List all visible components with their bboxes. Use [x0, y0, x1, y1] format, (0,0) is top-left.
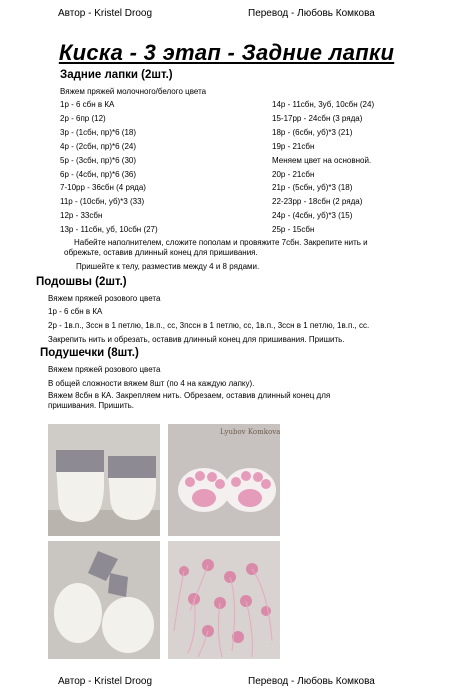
photo-pink-paw-pads — [168, 424, 280, 536]
section-intro: Вяжем пряжей розового цвета — [48, 294, 161, 303]
instruction-note: Набейте наполнителем, сложите пополам и провяжите 7сбн. Закрепите нить и обрежьте, оставив длинный конец для пришивания. — [64, 238, 368, 257]
section-heading-soles: Подошвы (2шт.) — [36, 276, 127, 288]
row-instruction: 20р - 21сбн — [272, 169, 315, 179]
row-instruction: 5р - (3сбн, пр)*6 (30) — [60, 155, 137, 165]
row-instruction: 1р - 6 сбн в КА — [60, 100, 115, 109]
row-instruction: Меняем цвет на основной. — [272, 155, 372, 165]
instruction-note: Закрепить нить и обрезать, оставив длинный конец для пришивания. Пришить. — [48, 335, 345, 344]
section-heading-pads: Подушечки (8шт.) — [40, 347, 139, 359]
row-instruction: 21р - (5сбн, уб)*3 (18) — [272, 183, 353, 193]
instruction-line: Вяжем 8сбн в КА. Закрепляем нить. Обрезаем, оставив длинный конец для пришивания. Пришить. — [48, 391, 331, 410]
row-instruction: 19р - 21сбн — [272, 141, 315, 151]
header-author: Автор - Kristel Droog — [58, 8, 153, 19]
row-instruction: 1р - 6 сбн в КА — [48, 307, 103, 316]
photo-watermark: Lyubov Komkova — [220, 428, 280, 436]
row-instruction: 24р - (4сбн, уб)*3 (15) — [272, 211, 353, 221]
row-instruction: 3р - (1сбн, пр)*6 (18) — [60, 127, 137, 137]
section-heading-hind-paws: Задние лапки (2шт.) — [60, 69, 173, 81]
row-instruction: 4р - (2сбн, пр)*6 (24) — [60, 141, 137, 151]
section-intro: Вяжем пряжей розового цвета — [48, 365, 161, 374]
row-instruction: 15-17рр - 24сбн (3 ряда) — [272, 113, 363, 123]
row-instruction: 7-10рр - 36сбн (4 ряда) — [60, 183, 146, 193]
row-instruction: 11р - (10сбн, уб)*3 (33) — [60, 197, 145, 207]
row-instruction: 18р - (6сбн, уб)*3 (21) — [272, 127, 353, 137]
row-instruction: 14р - 11сбн, 3уб, 10сбн (24) — [272, 100, 375, 109]
instruction-line: В общей сложности вяжем 8шт (по 4 на каждую лапку). — [48, 379, 255, 388]
footer-translation: Перевод - Любовь Комкова — [248, 676, 375, 687]
photo-white-paws-side — [48, 541, 160, 659]
instruction-note: Пришейте к телу, разместив между 4 и 8 рядами. — [76, 262, 260, 271]
row-instruction: 6р - (4сбн, пр)*6 (36) — [60, 169, 137, 179]
section-intro: Вяжем пряжей молочного/белого цвета — [60, 87, 207, 96]
photo-pink-pads-flowers — [168, 541, 280, 659]
row-instruction: 13р - 11сбн, уб, 10сбн (27) — [60, 225, 158, 235]
row-instruction: 22-23рр - 18сбн (2 ряда) — [272, 197, 363, 207]
row-instruction: 12р - 33сбн — [60, 211, 103, 221]
photo-white-paws-top — [48, 424, 160, 536]
row-instruction: 25р - 15сбн — [272, 225, 315, 235]
page-title: Киска - 3 этап - Задние лапки — [58, 40, 395, 65]
row-instruction: 2р - 1в.п., 3ссн в 1 петлю, 1в.п., сс, 3пссн в 1 петлю, сс, 1в.п., 3ссн в 1 петлю, 1в.п., сс. — [48, 321, 370, 330]
row-instruction: 2р - 6пр (12) — [60, 113, 106, 123]
header-translation: Перевод - Любовь Комкова — [248, 8, 375, 19]
footer-author: Автор - Kristel Droog — [58, 676, 153, 687]
